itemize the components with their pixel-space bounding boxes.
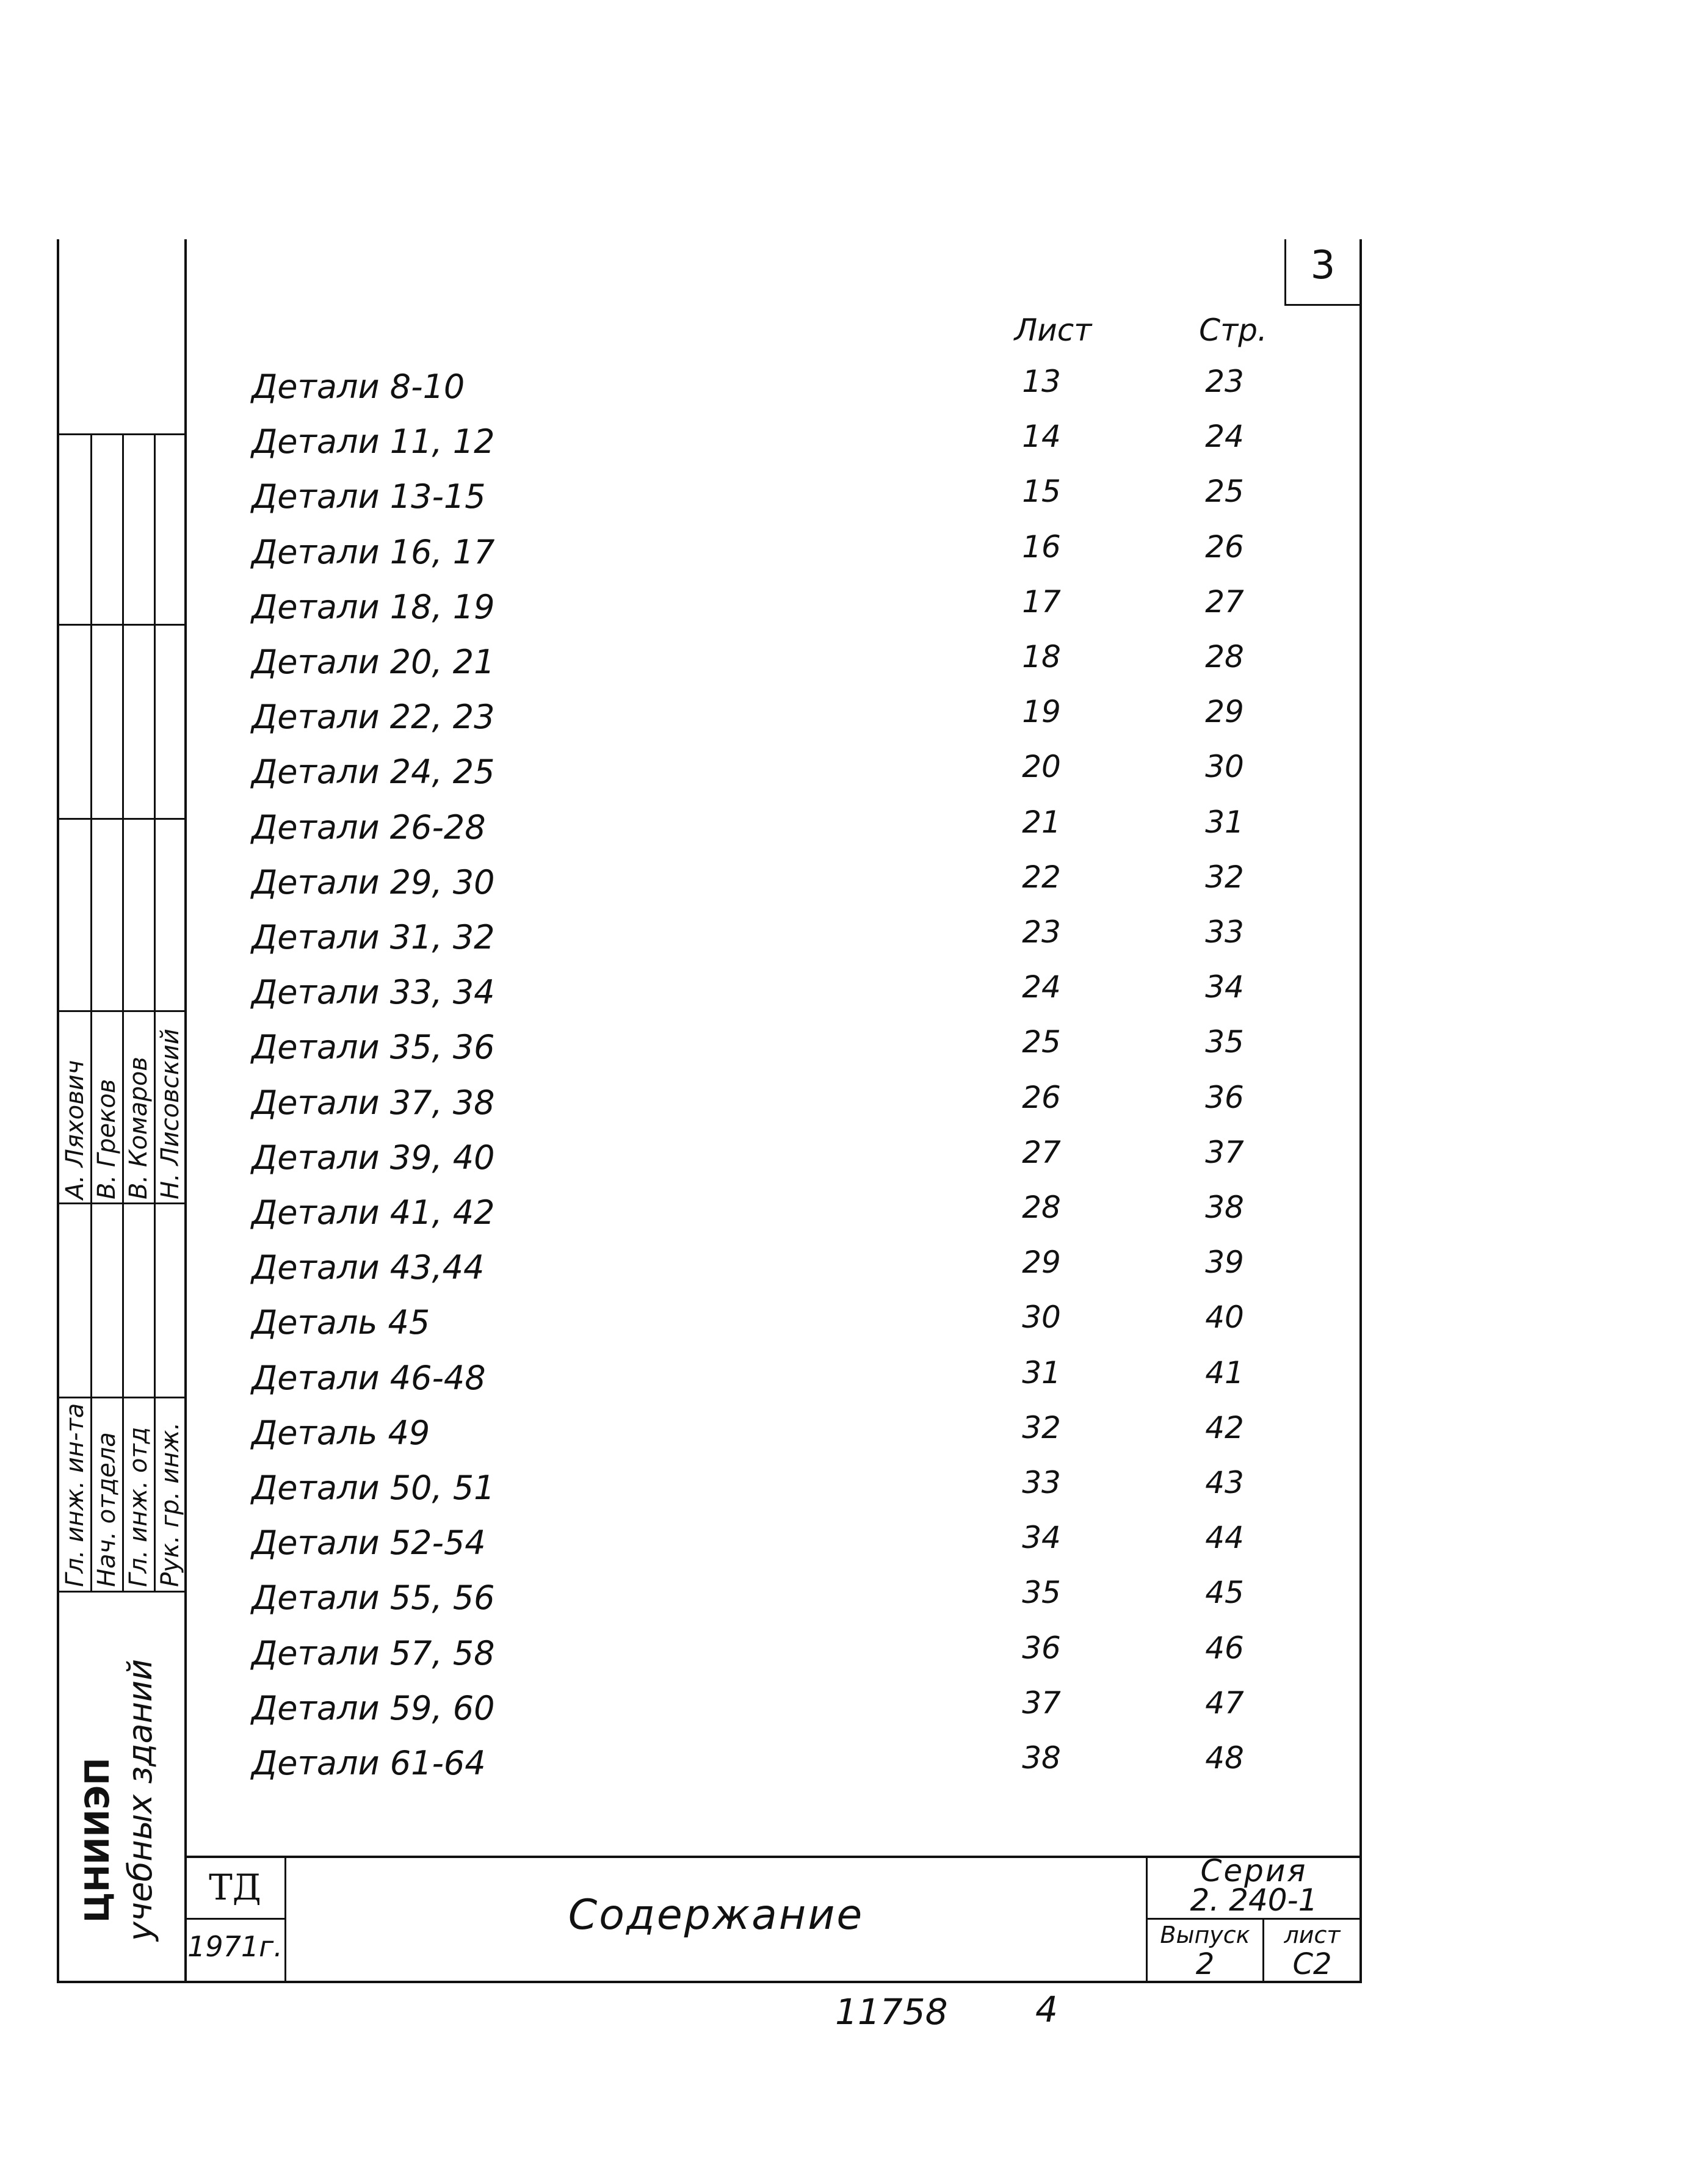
signature-role-3: Гл. инж. отд — [125, 1426, 153, 1587]
row-page-number: 43 — [1205, 1465, 1244, 1500]
stamp-col-3 — [154, 433, 156, 1591]
row-page-number: 33 — [1205, 914, 1244, 950]
signature-name-3: В. Комаров — [125, 1057, 153, 1199]
frame-left-outer — [57, 239, 59, 1982]
row-label: Детали 16, 17 — [252, 533, 495, 571]
row-page-number: 35 — [1205, 1024, 1244, 1060]
row-page-number: 47 — [1205, 1685, 1244, 1721]
row-page-number: 28 — [1205, 639, 1244, 674]
row-sheet-number: 17 — [1022, 584, 1061, 620]
row-page-number: 41 — [1205, 1355, 1244, 1390]
signature-role-2: Нач. отдела — [93, 1432, 121, 1587]
tb-row-right — [1146, 1918, 1361, 1920]
row-label: Детали 52-54 — [252, 1524, 486, 1562]
row-page-number: 27 — [1205, 584, 1244, 620]
row-label: Детали 43,44 — [252, 1248, 485, 1287]
row-label: Детали 26-28 — [252, 808, 486, 847]
signature-role-1: Гл. инж. ин-та — [61, 1403, 89, 1587]
row-page-number: 38 — [1205, 1190, 1244, 1225]
row-sheet-number: 24 — [1022, 969, 1061, 1005]
row-sheet-number: 35 — [1022, 1575, 1061, 1610]
row-page-number: 25 — [1205, 474, 1244, 509]
signature-name-4: Н. Лисовский — [156, 1029, 184, 1199]
corner-page-number: 3 — [1310, 243, 1336, 288]
row-sheet-number: 18 — [1022, 639, 1061, 674]
row-sheet-number: 26 — [1022, 1080, 1061, 1115]
row-sheet-number: 14 — [1022, 419, 1061, 454]
row-page-number: 42 — [1205, 1410, 1244, 1445]
row-sheet-number: 21 — [1022, 805, 1061, 840]
row-page-number: 31 — [1205, 805, 1244, 840]
row-sheet-number: 23 — [1022, 914, 1061, 950]
row-label: Детали 29, 30 — [252, 863, 495, 902]
frame-right — [1359, 239, 1362, 1982]
row-sheet-number: 13 — [1022, 364, 1061, 399]
row-label: Детали 13-15 — [252, 477, 486, 516]
row-label: Детали 41, 42 — [252, 1193, 495, 1232]
row-page-number: 24 — [1205, 419, 1244, 454]
signature-role-4: Рук. гр. инж. — [156, 1422, 184, 1587]
row-page-number: 39 — [1205, 1245, 1244, 1280]
row-page-number: 26 — [1205, 529, 1244, 565]
row-label: Детали 22, 23 — [252, 698, 495, 736]
row-page-number: 44 — [1205, 1520, 1244, 1555]
row-page-number: 32 — [1205, 859, 1244, 895]
document-title: Содержание — [568, 1891, 864, 1939]
stamp-col-2 — [122, 433, 124, 1591]
signature-name-1: А. Ляхович — [61, 1060, 89, 1199]
row-sheet-number: 25 — [1022, 1024, 1061, 1060]
row-label: Деталь 45 — [252, 1303, 430, 1342]
row-page-number: 48 — [1205, 1740, 1244, 1776]
footer-page-number: 4 — [1035, 1989, 1058, 2030]
footer-doc-number: 11758 — [835, 1991, 948, 2033]
row-sheet-number: 33 — [1022, 1465, 1061, 1500]
row-sheet-number: 22 — [1022, 859, 1061, 895]
row-label: Детали 57, 58 — [252, 1634, 495, 1672]
row-sheet-number: 36 — [1022, 1630, 1061, 1666]
row-sheet-number: 15 — [1022, 474, 1061, 509]
row-page-number: 23 — [1205, 364, 1244, 399]
row-sheet-number: 37 — [1022, 1685, 1061, 1721]
row-sheet-number: 30 — [1022, 1300, 1061, 1335]
row-sheet-number: 27 — [1022, 1135, 1061, 1170]
row-label: Детали 35, 36 — [252, 1028, 495, 1066]
year-label: 1971г. — [187, 1930, 283, 1963]
stamp-col-1 — [90, 433, 92, 1591]
row-label: Детали 55, 56 — [252, 1578, 495, 1617]
row-label: Детали 33, 34 — [252, 973, 495, 1011]
row-label: Детали 39, 40 — [252, 1138, 495, 1177]
row-label: Детали 61-64 — [252, 1744, 486, 1782]
corner-box-bottom — [1284, 304, 1361, 306]
header-page: Стр. — [1199, 313, 1267, 348]
row-page-number: 40 — [1205, 1300, 1244, 1335]
row-sheet-number: 20 — [1022, 749, 1061, 784]
series-value: 2. 240-1 — [1190, 1882, 1318, 1918]
row-label: Детали 8-10 — [252, 367, 465, 406]
row-sheet-number: 29 — [1022, 1245, 1061, 1280]
row-label: Детали 46-48 — [252, 1359, 486, 1397]
code-label: ТД — [209, 1867, 261, 1908]
row-sheet-number: 38 — [1022, 1740, 1061, 1776]
row-label: Детали 18, 19 — [252, 588, 495, 626]
row-label: Деталь 49 — [252, 1414, 430, 1452]
issue-value: 2 — [1195, 1947, 1215, 1981]
row-page-number: 45 — [1205, 1575, 1244, 1610]
institute-subtitle: учебных зданий — [121, 1658, 159, 1941]
sheet-value: С2 — [1292, 1947, 1332, 1981]
row-label: Детали 31, 32 — [252, 918, 495, 956]
row-page-number: 46 — [1205, 1630, 1244, 1666]
row-sheet-number: 31 — [1022, 1355, 1061, 1390]
row-sheet-number: 34 — [1022, 1520, 1061, 1555]
row-page-number: 37 — [1205, 1135, 1244, 1170]
row-sheet-number: 16 — [1022, 529, 1061, 565]
series-label: Серия — [1200, 1853, 1308, 1889]
row-label: Детали 37, 38 — [252, 1083, 495, 1122]
row-sheet-number: 28 — [1022, 1190, 1061, 1225]
row-page-number: 29 — [1205, 694, 1244, 729]
tb-row-left — [184, 1918, 286, 1920]
row-label: Детали 24, 25 — [252, 753, 495, 791]
row-sheet-number: 19 — [1022, 694, 1061, 729]
header-sheet: Лист — [1014, 313, 1092, 348]
row-label: Детали 50, 51 — [252, 1469, 495, 1507]
row-label: Детали 11, 12 — [252, 422, 495, 461]
signature-name-2: В. Греков — [93, 1079, 121, 1199]
institute-name: ЦНИИЭП — [78, 1757, 117, 1923]
issue-label: Выпуск — [1160, 1922, 1250, 1948]
sheet-label: лист — [1284, 1922, 1341, 1948]
frame-left-inner — [184, 239, 187, 1982]
row-label: Детали 20, 21 — [252, 643, 495, 681]
row-page-number: 30 — [1205, 749, 1244, 784]
row-page-number: 34 — [1205, 969, 1244, 1005]
row-page-number: 36 — [1205, 1080, 1244, 1115]
row-label: Детали 59, 60 — [252, 1689, 495, 1727]
row-sheet-number: 32 — [1022, 1410, 1061, 1445]
